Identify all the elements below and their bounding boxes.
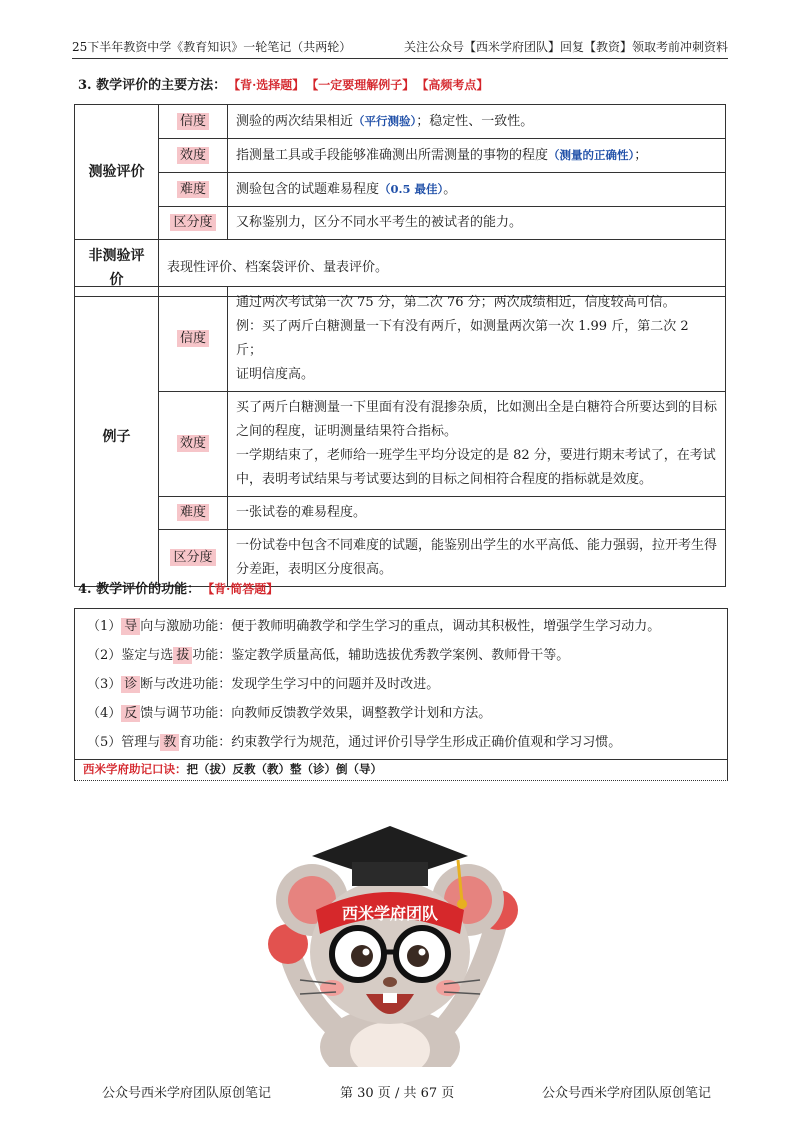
section3-heading <box>78 74 488 93</box>
list-item: （2）鉴定与选 拔 功能：鉴定教学质量高低，辅助选拔优秀教学案例、教师骨干等。 <box>87 648 570 663</box>
mnemonic-text: 把（拔）反教（教）整（诊）倒（导） <box>186 762 382 776</box>
footer-right: 公众号西米学府团队原创笔记 <box>542 1086 712 1101</box>
category-test-evaluation: 测验评价 <box>75 105 159 240</box>
term-cell: 信度 <box>159 105 228 139</box>
section4-title: 4. 教学评价的功能： <box>78 582 201 597</box>
cap-tassel <box>457 899 467 909</box>
term-cell: 区分度 <box>159 207 228 240</box>
section3-title: 3. 教学评价的主要方法： <box>78 78 227 93</box>
term-cell: 区分度 <box>159 530 228 587</box>
section3-tag-2: 【一定要理解例子】 <box>312 78 415 92</box>
desc-cell: 测验的两次结果相近（平行测验）；稳定性、一致性。 <box>228 105 726 139</box>
example-cell: 通过两次考试第一次 75 分，第二次 76 分；两次成绩相近，信度较高可信。 例：买了两斤白糖测量一下有没有两斤，如测量两次第一次 1.99 斤，第二次 2 斤； 证明信度高。 <box>228 287 726 392</box>
table-row <box>75 105 726 139</box>
table-row <box>75 173 726 207</box>
desc-cell: 指测量工具或手段能够准确测出所需测量的事物的程度（测量的正确性）； <box>228 139 726 173</box>
table-row <box>75 139 726 173</box>
methods-table <box>74 104 726 297</box>
term-cell: 难度 <box>159 497 228 530</box>
functions-box <box>74 608 728 760</box>
desc-cell: 表现性评价、档案袋评价、量表评价。 <box>159 240 726 297</box>
headband-text: 西米学府团队 <box>341 904 439 923</box>
section4-tag: 【背·简答题】 <box>208 582 279 596</box>
page-header <box>72 36 728 59</box>
mascot-nose <box>383 977 397 987</box>
example-cell: 买了两斤白糖测量一下里面有没有混掺杂质，比如测出全是白糖符合所要达到的目标 之间的程度，证明测量结果符合指标。 一学期结束了，老师给一班学生平均分设定的是 82 分，要进行期末考试了，在考试 中，表明考试结果与考试要达到的目标之间相符合程度的指标就是效度。 <box>228 392 726 497</box>
section4-heading <box>78 578 278 597</box>
header-right: 关注公众号【西米学府团队】回复【教资】领取考前冲刺资料 <box>403 40 728 54</box>
table-row <box>75 287 726 392</box>
section3-tag-1: 【背·选择题】 <box>234 78 305 92</box>
mnemonic-line <box>74 758 728 781</box>
example-table <box>74 286 726 587</box>
mnemonic-lead: 西米学府助记口诀： <box>83 762 187 776</box>
list-item: （1） 导 向与激励功能：便于教师明确教学和学生学习的重点，调动其积极性，增强学生学习动力。 <box>87 619 661 634</box>
desc-cell: 测验包含的试题难易程度（0.5 最佳）。 <box>228 173 726 207</box>
term-cell: 难度 <box>159 173 228 207</box>
table-row <box>75 497 726 530</box>
list-item: （3） 诊 断与改进功能：发现学生学习中的问题并及时改进。 <box>87 677 440 692</box>
term-cell: 效度 <box>159 392 228 497</box>
table-row <box>75 207 726 240</box>
list-item: （4） 反 馈与调节功能：向教师反馈教学效果，调整教学计划和方法。 <box>87 706 492 721</box>
desc-cell: 又称鉴别力，区分不同水平考生的被试者的能力。 <box>228 207 726 240</box>
example-cell: 一张试卷的难易程度。 <box>228 497 726 530</box>
example-cell: 一份试卷中包含不同难度的试题，能鉴别出学生的水平高低、能力强弱，拉开考生得 分差距，表明区分度很高。 <box>228 530 726 587</box>
list-item: （5）管理与 教 育功能：约束教学行为规范，通过评价引导学生形成正确价值观和学习习惯。 <box>87 735 622 750</box>
section3-tag-3: 【高频考点】 <box>422 78 489 92</box>
mascot-mouse-illustration <box>240 822 540 1067</box>
term-cell: 信度 <box>159 287 228 392</box>
footer-left: 公众号西米学府团队原创笔记 <box>102 1086 272 1101</box>
table-row <box>75 392 726 497</box>
term-cell: 效度 <box>159 139 228 173</box>
page-number: 第 30 页 / 共 67 页 <box>340 1086 455 1101</box>
header-left: 25下半年教资中学《教育知识》一轮笔记（共两轮） <box>72 40 352 54</box>
category-non-test-evaluation: 非测验评价 <box>75 240 159 297</box>
category-examples: 例子 <box>75 287 159 587</box>
